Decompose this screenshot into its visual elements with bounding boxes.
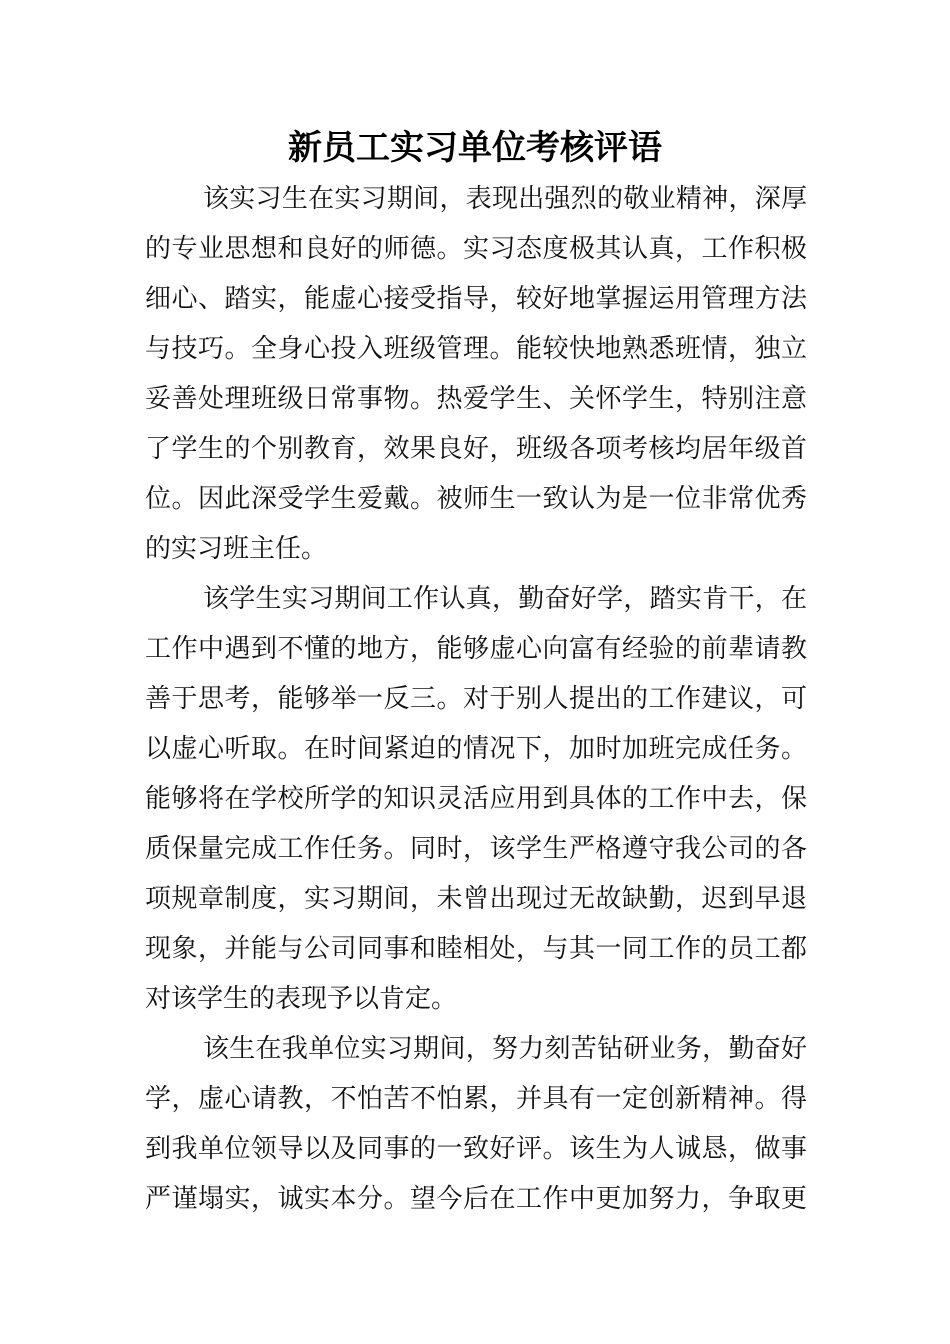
paragraph-line: 了学生的个别教育，效果良好，班级各项考核均居年级首 bbox=[145, 434, 807, 464]
paragraph-line: 能够将在学校所学的知识灵活应用到具体的工作中去，保 bbox=[145, 784, 807, 814]
paragraph-line: 工作中遇到不懂的地方，能够虚心向富有经验的前辈请教 bbox=[145, 634, 807, 664]
paragraph-line: 位。因此深受学生爱戴。被师生一致认为是一位非常优秀 bbox=[145, 484, 807, 514]
paragraph-line: 学，虚心请教，不怕苦不怕累，并具有一定创新精神。得 bbox=[145, 1084, 807, 1114]
paragraph-line: 善于思考，能够举一反三。对于别人提出的工作建议，可 bbox=[145, 684, 807, 714]
paragraph-line: 以虚心听取。在时间紧迫的情况下，加时加班完成任务。 bbox=[145, 734, 807, 764]
paragraph-line: 到我单位领导以及同事的一致好评。该生为人诚恳，做事 bbox=[145, 1134, 807, 1164]
paragraph-line: 项规章制度，实习期间，未曾出现过无故缺勤，迟到早退 bbox=[145, 884, 807, 914]
paragraph-line: 对该学生的表现予以肯定。 bbox=[145, 984, 458, 1014]
paragraph-line: 细心、踏实，能虚心接受指导，较好地掌握运用管理方法 bbox=[145, 284, 807, 314]
paragraph-line: 与技巧。全身心投入班级管理。能较快地熟悉班情，独立 bbox=[145, 334, 807, 364]
paragraph-line: 的专业思想和良好的师德。实习态度极其认真，工作积极 bbox=[145, 234, 807, 264]
paragraph-line: 质保量完成工作任务。同时，该学生严格遵守我公司的各 bbox=[145, 834, 807, 864]
paragraph-1 bbox=[145, 174, 807, 574]
paragraph-line: 该实习生在实习期间，表现出强烈的敬业精神，深厚 bbox=[203, 184, 807, 214]
paragraph-line: 的实习班主任。 bbox=[145, 534, 328, 564]
paragraph-line: 该生在我单位实习期间，努力刻苦钻研业务，勤奋好 bbox=[203, 1034, 807, 1064]
paragraph-line: 严谨塌实，诚实本分。望今后在工作中更加努力，争取更 bbox=[145, 1184, 807, 1214]
paragraph-3 bbox=[145, 1024, 807, 1224]
paragraph-line: 该学生实习期间工作认真，勤奋好学，踏实肯干，在 bbox=[203, 584, 807, 614]
document-body bbox=[145, 174, 807, 1224]
paragraph-line: 妥善处理班级日常事物。热爱学生、关怀学生，特别注意 bbox=[145, 384, 807, 414]
paragraph-line: 现象，并能与公司同事和睦相处，与其一同工作的员工都 bbox=[145, 934, 807, 964]
paragraph-2 bbox=[145, 574, 807, 1024]
document-title: 新员工实习单位考核评语 bbox=[288, 128, 662, 168]
